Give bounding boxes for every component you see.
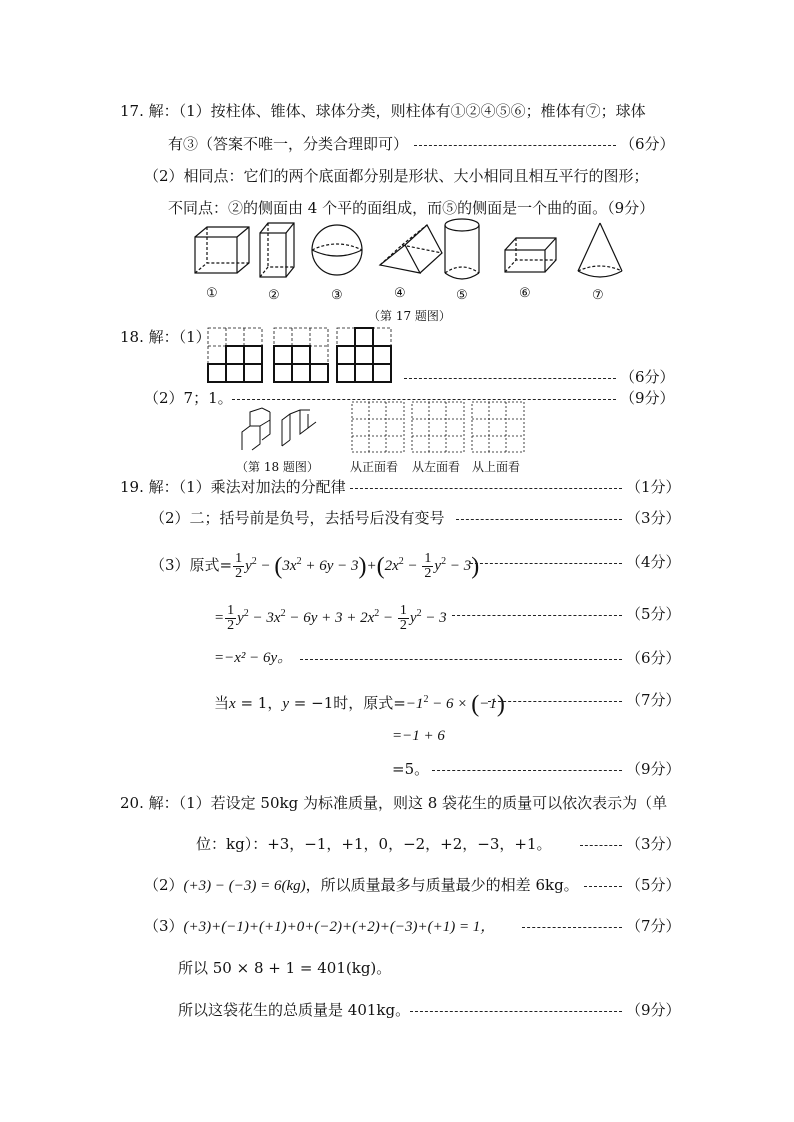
tall-prism-shape — [260, 223, 294, 277]
q20-line1: 20. 解：（1）若设定 50kg 为标准质量，则这 8 袋花生的质量可以依次表示为（单 — [120, 794, 668, 812]
q19-expr-expanded: = $\frac{1}{2}$ $y^2 - 3x^2 - 6y + 3 + 2x^2$ − $\frac{1}{2}$ $y^2 - 3$ — [214, 603, 447, 634]
q19-line1: 19. 解：（1）乘法对加法的分配律 — [120, 478, 346, 496]
q20-dash1 — [580, 845, 622, 846]
shape-label-1: ① — [206, 286, 218, 301]
q19-dash6 — [488, 701, 622, 702]
cylinder-shape — [445, 219, 479, 279]
view-top-label: 从上面看 — [472, 460, 521, 474]
q20-score4: （9分） — [626, 1001, 681, 1019]
q19-line6-when: 当 — [214, 694, 230, 712]
q19-score3: （4分） — [626, 553, 681, 571]
q20-line2: 位：kg）：+3，−1，+1，0，−2，+2，−3，+1。 — [196, 835, 552, 853]
q17-line3: （2）相同点：它们的两个底面都分别是形状、大小相同且相互平行的图形； — [144, 167, 649, 185]
q17-line2: 有③（答案不唯一，分类合理即可） — [168, 135, 409, 153]
q20-line5: 所以 50 × 8 + 1 = 401(kg)。 — [178, 959, 392, 977]
q20-dash3 — [522, 927, 622, 928]
q20-dash4 — [410, 1011, 622, 1012]
q18-caption: （第 18 题图） — [236, 460, 319, 474]
q17-score1: （6分） — [620, 135, 675, 153]
view-left-label: 从左面看 — [412, 460, 461, 474]
q19-dash2 — [456, 519, 622, 520]
q18-view-figure — [232, 400, 532, 460]
q19-score6: （7分） — [626, 691, 681, 709]
q20-line4-math: (+3)+(−1)+(+1)+0+(−2)+(+2)+(−3)+(+1) = 1， — [183, 919, 496, 935]
q19-line6: 当x = 1，y = −1时，原式$=-1^2 - 6 \times (-1)$ — [214, 691, 505, 718]
q19-score8: （9分） — [626, 760, 681, 778]
q17-caption: （第 17 题图） — [368, 309, 451, 323]
shape-label-7: ⑦ — [592, 288, 604, 303]
q18-dash1 — [404, 378, 616, 379]
triangular-prism-shape — [380, 225, 442, 273]
shape-label-5: ⑤ — [456, 288, 468, 303]
q19-dash4 — [452, 615, 622, 616]
cube-shape — [195, 227, 249, 273]
q19-expr-original: $\frac{1}{2}$ $y^2 - (3x^2 + 6y - 3)+(2x^2$ − $\frac{1}{2}$ $y^2 - 3$) — [235, 551, 480, 582]
q19-line8: =5。 — [392, 760, 430, 778]
q20-line6: 所以这袋花生的总质量是 401kg。 — [178, 1001, 411, 1019]
shape-label-6: ⑥ — [519, 286, 531, 301]
q19-score2: （3分） — [626, 509, 681, 527]
q20-line4-prefix: （3） — [144, 917, 184, 935]
cone-shape — [578, 223, 622, 277]
q19-score5: （6分） — [626, 649, 681, 667]
q17-dash1 — [414, 145, 616, 146]
shape-label-2: ② — [268, 288, 280, 303]
q20-dash2 — [584, 886, 622, 887]
q20-score1: （3分） — [626, 835, 681, 853]
q19-dash5 — [300, 659, 622, 660]
q17-line1: 17. 解：（1）按柱体、锥体、球体分类，则柱体有①②④⑤⑥；椎体有⑦；球体 — [120, 102, 646, 120]
shape-label-4: ④ — [394, 286, 406, 301]
q19-line3 — [150, 552, 479, 581]
q17-line4: 不同点：②的侧面由 4 个平的面组成，而⑤的侧面是一个曲的面。（9分） — [168, 199, 655, 217]
q18-part2: （2）7；1。 — [144, 389, 233, 407]
q19-line2: （2）二；括号前是负号，去括号后没有变号 — [150, 509, 445, 527]
q19-dash3 — [470, 563, 622, 564]
view-front-label: 从正面看 — [350, 460, 399, 474]
q19-line6-then: 时，原式= — [333, 694, 406, 712]
q20-line3-text: ，所以质量最多与质量最少的相差 6kg。 — [305, 876, 579, 894]
sphere-shape — [312, 225, 362, 275]
q19-dash1 — [350, 488, 622, 489]
cube-stack-shape — [242, 408, 316, 450]
flat-box-shape — [505, 238, 556, 272]
q19-dash8 — [432, 770, 622, 771]
q19-score4: （5分） — [626, 605, 681, 623]
q20-line3: （2）(+3) − (−3) = 6(kg)，所以质量最多与质量最少的相差 6kg。 — [144, 876, 579, 894]
q20-score3: （7分） — [626, 917, 681, 935]
q20-line4 — [144, 916, 495, 937]
q18-score1: （6分） — [620, 368, 675, 386]
q19-line4 — [214, 604, 447, 633]
q19-line7: =−1 + 6 — [392, 728, 445, 744]
q18-grid-figure — [206, 326, 406, 386]
q20-score2: （5分） — [626, 876, 681, 894]
q19-line3-prefix: （3）原式= — [150, 556, 233, 574]
q19-line5: =−x² − 6y。 — [214, 650, 293, 666]
q18-score2: （9分） — [620, 389, 675, 407]
q18-label: 18. 解：（1） — [120, 328, 211, 346]
q20-line3-math: (+3) − (−3) = 6(kg) — [183, 878, 306, 894]
shape-label-3: ③ — [331, 288, 343, 303]
q19-score1: （1分） — [626, 478, 681, 496]
